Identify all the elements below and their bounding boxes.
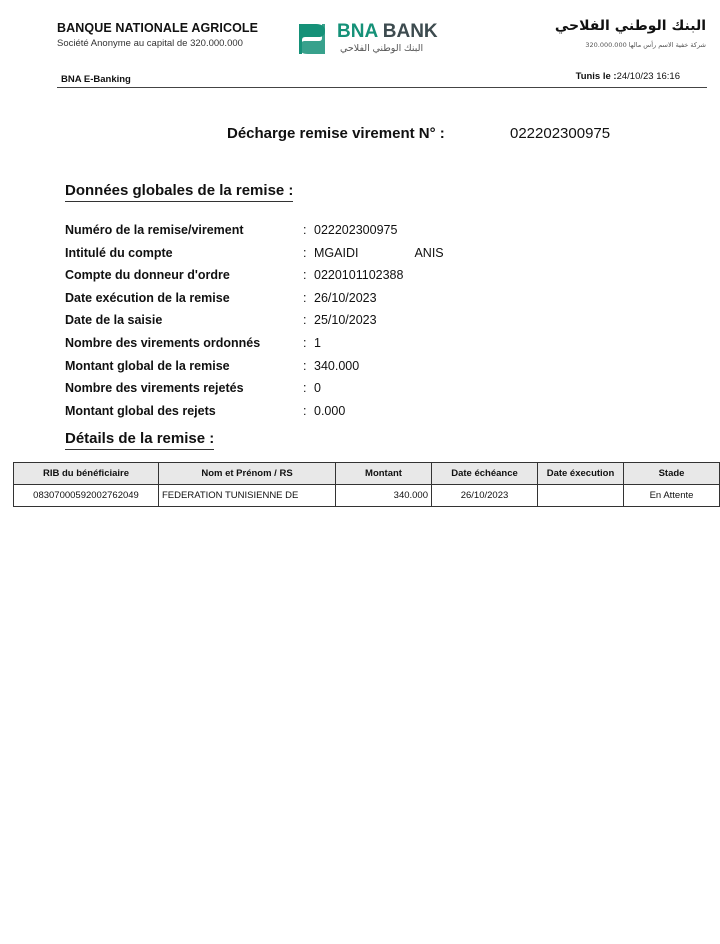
field-label: Numéro de la remise/virement [65,223,244,237]
field-label: Nombre des virements ordonnés [65,335,261,350]
account-last-name: MGAIDI [314,245,359,260]
field-colon: : [303,223,307,237]
table-cell-nom: FEDERATION TUNISIENNE DE [159,485,336,507]
field-row-date-saisie [65,311,485,334]
bna-logo-icon [296,22,328,56]
column-header: Stade [624,463,720,485]
field-row-numero [65,221,485,244]
field-row-nombre-ordonnes [65,334,485,357]
field-row-montant-global [65,357,485,380]
ebanking-label: BNA E-Banking [61,74,131,85]
field-value: 1 [314,335,321,350]
logo-text: BNA BANK [337,21,438,42]
column-header: Nom et Prénom / RS [159,463,336,485]
header-divider [57,87,707,88]
field-value: 0 [314,381,321,396]
column-header: Date éxecution [538,463,624,485]
field-colon: : [303,381,307,396]
field-colon: : [303,335,307,350]
field-colon: : [303,245,307,260]
field-value: 26/10/2023 [314,290,377,305]
field-value [314,246,444,260]
table-cell-montant: 340.000 [336,485,432,507]
column-header: RIB du bénéficiaire [14,463,159,485]
field-row-date-execution [65,289,485,312]
field-value: 25/10/2023 [314,313,377,328]
details-table-wrapper [13,462,720,507]
field-row-compte [65,266,485,289]
field-value: 0.000 [314,403,346,418]
field-colon: : [303,268,307,283]
field-row-montant-rejets [65,402,485,425]
field-row-nombre-rejetes [65,379,485,402]
field-colon: : [303,358,307,373]
column-header: Date échéance [432,463,538,485]
field-row-intitule [65,244,485,267]
document-title: Décharge remise virement N° : [227,125,445,142]
print-datetime [576,71,680,82]
table-cell-date-execution [538,485,624,507]
table-cell-stade: En Attente [624,485,720,507]
field-value: 340.000 [314,358,360,373]
field-label: Date de la saisie [65,313,163,328]
remise-number: 022202300975 [510,125,611,142]
field-value: 0220101102388 [314,268,404,283]
global-fields [65,221,485,424]
field-colon: : [303,290,307,305]
field-value: 022202300975 [314,223,398,237]
section-heading-details: Détails de la remise : [65,430,214,450]
datetime-value: 24/10/23 16:16 [616,71,680,82]
bna-bank-logo [296,22,446,58]
field-colon: : [303,403,307,418]
field-label: Compte du donneur d'ordre [65,268,230,283]
field-label: Date exécution de la remise [65,290,230,305]
field-label: Nombre des virements rejetés [65,381,244,396]
field-label: Montant global des rejets [65,403,216,418]
field-label: Montant global de la remise [65,358,230,373]
bank-name-ar: البنك الوطني الفلاحي [554,18,706,34]
table-row [14,485,720,507]
table-header-row [14,463,720,485]
logo-text-ar: البنك الوطني الفلاحي [340,43,424,54]
table-cell-date-echeance: 26/10/2023 [432,485,538,507]
account-first-name: ANIS [414,245,444,260]
datetime-label: Tunis le : [575,71,617,82]
bank-name-fr: BANQUE NATIONALE AGRICOLE [57,21,259,35]
field-label: Intitulé du compte [65,245,173,260]
column-header: Montant [336,463,432,485]
section-heading-global: Données globales de la remise : [65,182,293,202]
details-table [13,462,720,507]
table-cell-rib: 08307000592002762049 [14,485,159,507]
bank-capital-ar: شركة خفية الاسم رأس مالها 320.000.000 [585,41,706,49]
bank-capital-fr: Société Anonyme au capital de 320.000.000 [57,38,243,49]
field-colon: : [303,313,307,328]
